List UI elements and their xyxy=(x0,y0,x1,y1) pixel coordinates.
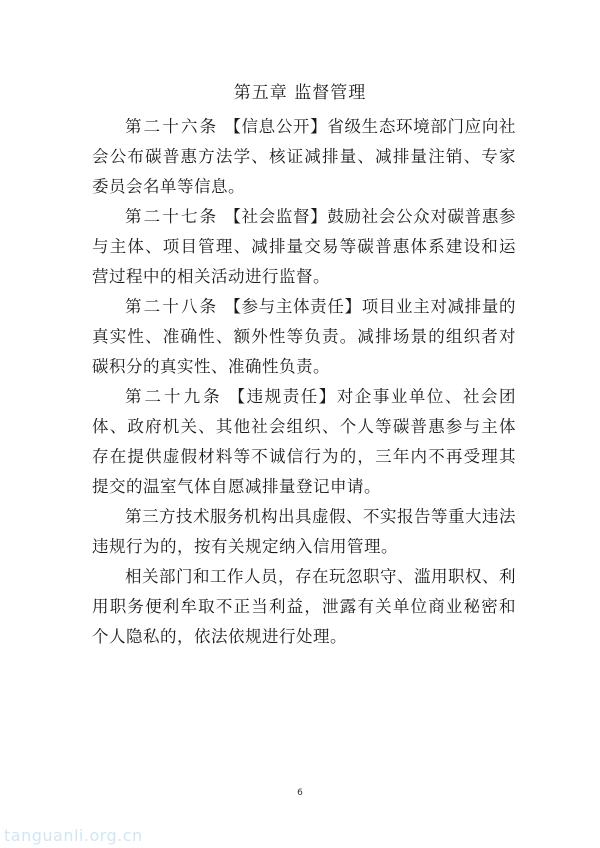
article-text: 项目业主对减排量的真实性、准确性、额外性等负责。减排场景的组织者对碳积分的真实性、准确性负责。 xyxy=(92,297,517,376)
article-number: 第二十八条 xyxy=(125,297,219,316)
paragraph-staff-liability: 相关部门和工作人员，存在玩忽职守、滥用职权、利用职务便利牟取不正当利益，泄露有关单位商业秘密和个人隐私的，依法依规进行处理。 xyxy=(92,567,516,646)
watermark: tanguanli.org.cn xyxy=(4,826,143,845)
article-number: 第二十七条 xyxy=(125,207,219,226)
article-27 xyxy=(92,202,516,292)
article-text: 对企事业单位、社会团体、政府机关、其他社会组织、个人等碳普惠参与主体存在提供虚假材料等不诚信行为的，三年内不再受理其提交的温室气体自愿减排量登记申请。 xyxy=(92,387,517,496)
article-tag: 【参与主体责任】 xyxy=(224,297,362,316)
article-26 xyxy=(92,112,516,202)
article-text: 鼓励社会公众对碳普惠参与主体、项目管理、减排量交易等碳普惠体系建设和运营过程中的相关活动进行监督。 xyxy=(92,207,517,286)
article-text: 省级生态环境部门应向社会公布碳普惠方法学、核证减排量、减排量注销、专家委员会名单等信息。 xyxy=(92,117,517,196)
article-number: 第二十六条 xyxy=(125,117,219,136)
article-tag: 【社会监督】 xyxy=(224,207,328,226)
page-number: 6 xyxy=(297,788,303,798)
article-tag: 【违规责任】 xyxy=(228,387,337,406)
article-number: 第二十九条 xyxy=(125,387,223,406)
paragraph-third-party: 第三方技术服务机构出具虚假、不实报告等重大违法违规行为的，按有关规定纳入信用管理。 xyxy=(92,507,516,556)
article-28 xyxy=(92,292,516,382)
article-29 xyxy=(92,382,516,502)
article-tag: 【信息公开】 xyxy=(224,117,328,136)
document-body xyxy=(92,112,516,652)
chapter-title: 第五章 监督管理 xyxy=(233,83,367,103)
